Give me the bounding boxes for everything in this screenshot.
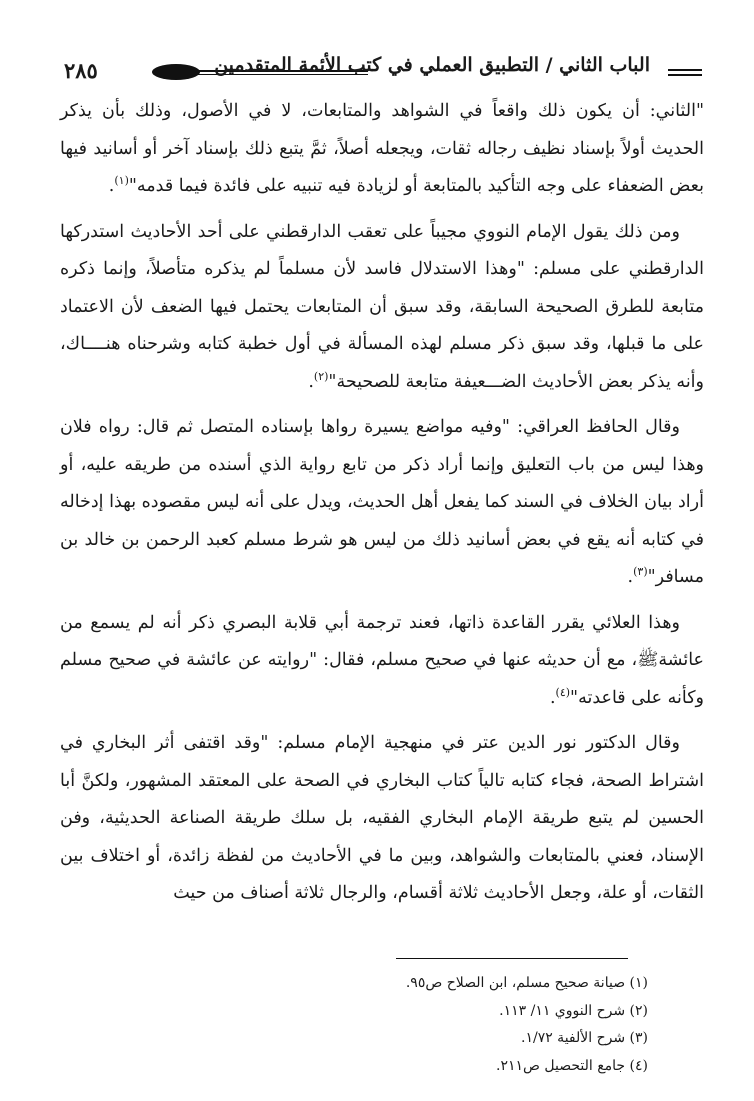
paragraph-3 (60, 409, 704, 597)
paragraph-tail: . (108, 176, 115, 196)
footnote-ref[interactable]: (٤) (555, 685, 571, 699)
footnotes (88, 970, 648, 1080)
footnote-ref[interactable]: (٢) (313, 369, 329, 383)
page-header (52, 52, 702, 92)
paragraph-text: ومن ذلك يقول الإمام النووي مجيباً على تعقب الدارقطني على أحد الأحاديث استدركها الدارقطني على مسلم: "وهذا الاستدلال فاسد لأن مسلماً لم يذكره متأصلاً، وإنما ذكره متابعة للطرق الصحيحة السابقة، وقد سبق أن المتابعات يحتمل فيها الضعف لأن الاعتماد على ما قبلها، وقد سبق ذكر مسلم لهذه المسألة في أول خطبة كتابه وشرحناه هنــــاك، وأنه يذكر بعض الأحاديث الضـــعيفة متابعة للصحيحة" (60, 221, 704, 392)
footnote-1: (١) صيانة صحيح مسلم، ابن الصلاح ص٩٥. (405, 975, 648, 991)
paragraph-2 (60, 214, 704, 402)
footnote-3: (٣) شرح الألفية ١/٧٢. (521, 1030, 648, 1046)
footnote-ref[interactable]: (٣) (633, 565, 648, 579)
header-dash (668, 74, 702, 76)
paragraph-tail: . (549, 687, 556, 708)
paragraph-5 (60, 725, 704, 913)
paragraph-4 (60, 605, 704, 718)
page-number: ٢٨٥ (64, 58, 98, 83)
running-title: الباب الثاني / التطبيق العملي في كتب الأئمة المتقدمين (214, 54, 650, 76)
header-dash-top (668, 69, 702, 71)
footnote-separator (396, 958, 628, 959)
ornament-ellipse (152, 64, 200, 80)
paragraph-1 (60, 93, 704, 206)
footnote-4: (٤) جامع التحصيل ص٢١١. (495, 1057, 648, 1074)
paragraph-text: "الثاني: أن يكون ذلك واقعاً في الشواهد والمتابعات، لا في الأصول، وذلك بأن يذكر الحديث أولاً بإسناد نظيف رجاله ثقات، ويجعله أصلاً، ثمَّ يتبع ذلك بإسناد آخر أو أسانيد فيها بعض الضعفاء على وجه التأكيد بالمتابعة أو لزيادة فيه تنبيه على فائدة فيما قدمه" (60, 101, 704, 196)
paragraph-text: وهذا العلائي يقرر القاعدة ذاتها، فعند ترجمة أبي قلابة البصري ذكر أنه لم يسمع من عائشةﷺ، مع أن حديثه عنها في صحيح مسلم، فقال: "روايته عن عائشة في صحيح مسلم وكأنه على قاعدته" (60, 612, 704, 708)
footnote-ref[interactable]: (١) (114, 174, 129, 188)
paragraph-text: وقال الحافظ العراقي: "وفيه مواضع يسيرة رواها بإسناده المتصل ثم قال: رواه فلان وهذا ليس من باب التعليق وإنما أراد ذكر من تابع رواية الذي أسنده من طريقه عليه، أو أراد بيان الخلاف في السند كما يفعل أهل الحديث، ويدل على أنه ليس مقصوده بهذا إدخاله في كتابه أنه يقع في بعض أسانيد ذلك من ليس هو شرط مسلم كعبد الرحمن بن خالد بن مسافر" (60, 417, 704, 587)
paragraph-tail: . (627, 567, 634, 587)
paragraph-text: وقال الدكتور نور الدين عتر في منهجية الإمام مسلم: "وقد اقتفى أثر البخاري في اشتراط الصحة، فجاء كتابه تالياً كتاب البخاري في الصحة على المعتقد المشهور، ولكنَّ أبا الحسين لم يتبع طريقة الإمام البخاري الفقيه، بل سلك طريقة الصناعة الحديثية، وفن الإسناد، فعني بالمتابعات والشواهد، وبين ما في الأحاديث من لفظة زائدة، أو اختلاف بين الثقات، أو علة، وجعل الأحاديث ثلاثة أقسام، والرجال ثلاثة أصناف من حيث (60, 733, 704, 903)
footnote-2: (٢) شرح النووي ١١/ ١١٣. (499, 1002, 648, 1019)
main-text (60, 93, 704, 921)
paragraph-tail: . (308, 371, 314, 392)
